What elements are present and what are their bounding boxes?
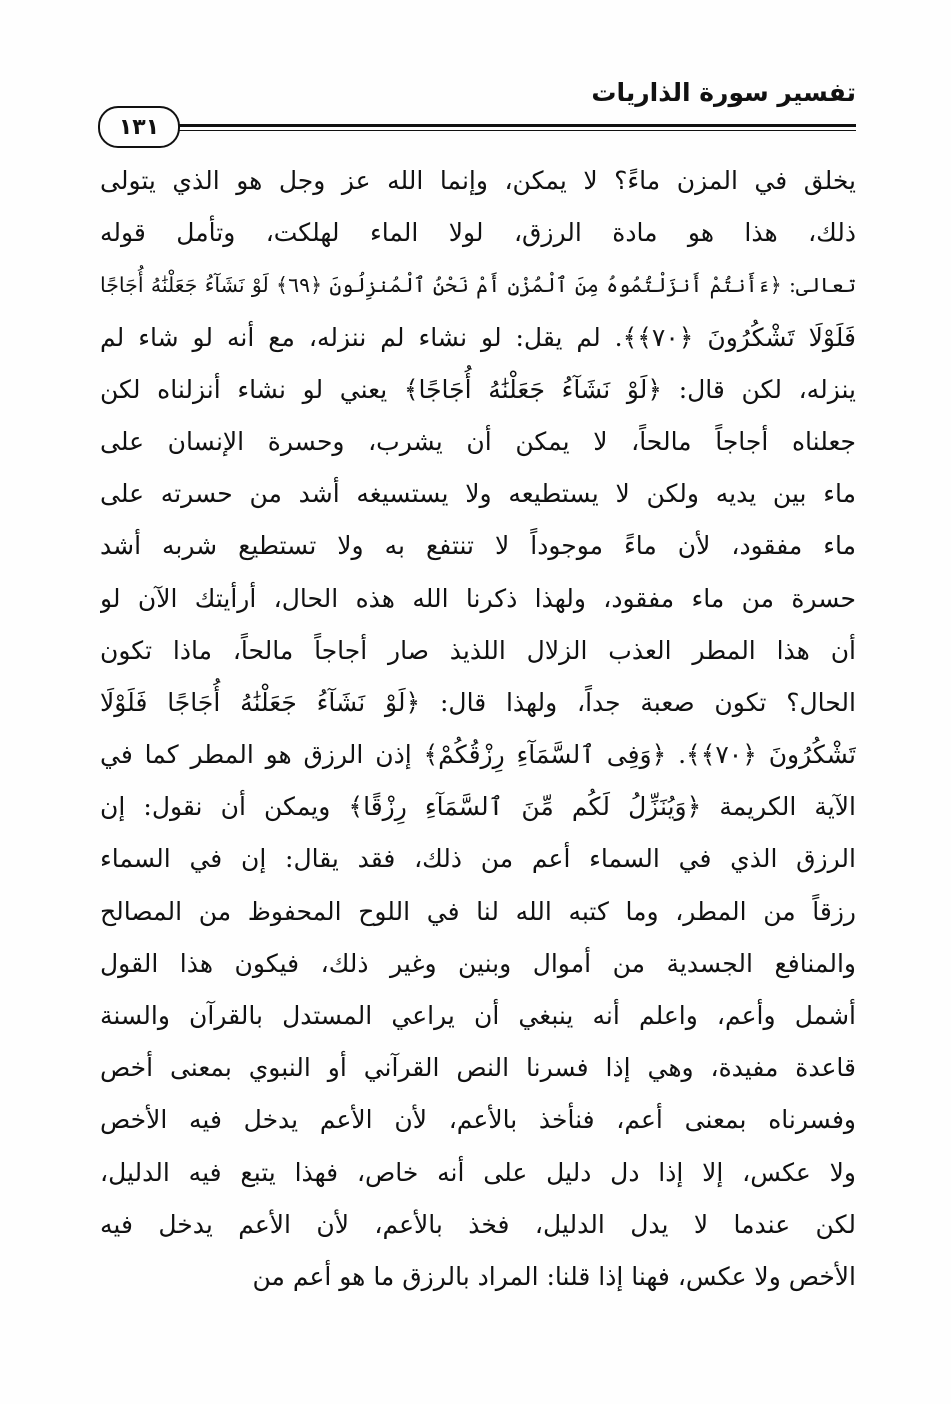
text-line: يخلق في المزن ماءً؟ لا يمكن، وإنما الله عز وجل هو الذي يتولى — [100, 166, 856, 195]
text-line: قاعدة مفيدة، وهي إذا فسرنا النص القرآني أو النبوي بمعنى أخص — [100, 1053, 856, 1083]
text-line: أشمل وأعم، واعلم أنه ينبغي أن يراعي المستدل بالقرآن والسنة — [100, 1001, 856, 1030]
text-line: رزقاً من المطر، وما كتبه الله لنا في اللوح المحفوظ من المصالح — [100, 896, 856, 926]
text-line: الأخص ولا عكس، فهنا إذا قلنا: المراد بالرزق ما هو أعم من — [252, 1261, 856, 1291]
text-line: جعلناه أجاجاً مالحاً، لا يمكن أن يشرب، وحسرة الإنسان على — [100, 426, 856, 456]
running-title: تفسير سورة الذاريات — [591, 78, 856, 107]
header-rule — [172, 124, 856, 127]
body-text — [100, 155, 856, 1303]
page-number-frame — [98, 106, 180, 148]
text-line: الرزق الذي في السماء أعم من ذلك، فقد يقال: إن في السماء — [100, 844, 856, 874]
text-line: تَشْكُرُونَ ﴿٧٠﴾﴾. ﴿وَفِى ٱلسَّمَآءِ رِزْقُكُمْ﴾ إذن الرزق هو المطر كما في — [100, 740, 856, 770]
text-line: الآية الكريمة ﴿وَيُنَزِّلُ لَكُم مِّنَ ٱلسَّمَآءِ رِزْقًا﴾ ويمكن أن نقول: إن — [100, 792, 856, 822]
text-line: ماء مفقود، لأن ماءً موجوداً لا تنتفع به ولا تستطيع شربه أشد — [100, 531, 856, 561]
text-line: وفسرناه بمعنى أعم، فنأخذ بالأعم، لأن الأعم يدخل فيه الأخص — [100, 1105, 856, 1135]
page-number: ١٣١ — [118, 114, 160, 140]
text-line: أن هذا المطر العذب الزلال اللذيذ صار أجاجاً مالحاً، ماذا تكون — [100, 635, 856, 665]
text-line: ذلك، هذا هو مادة الرزق، لولا الماء لهلكت، وتأمل قوله — [100, 218, 856, 248]
page-header — [98, 60, 856, 145]
text-line: حسرة من ماء مفقود، ولهذا ذكرنا الله هذه الحال، أرأيتك الآن لو — [100, 583, 856, 613]
text-line: لكن عندما لا يدل الدليل، فخذ بالأعم، لأن الأعم يدخل فيه — [100, 1209, 856, 1239]
text-line: ولا عكس، إلا إذا دل دليل على أنه خاص، فهذا يتبع فيه الدليل، — [100, 1157, 856, 1187]
text-line: ينزله، لكن قال: ﴿لَوْ نَشَآءُ جَعَلْنَٰهُ أُجَاجًا﴾ يعني لو نشاء أنزلناه لكن — [100, 374, 856, 404]
text-line: الحال؟ تكون صعبة جداً، ولهذا قال: ﴿لَوْ نَشَآءُ جَعَلْنَٰهُ أُجَاجًا فَلَوْلَا — [100, 687, 856, 717]
header-rule-thin — [172, 130, 856, 131]
text-line: فَلَوْلَا تَشْكُرُونَ ﴿٧٠﴾﴾. لم يقل: لو نشاء لم ننزله، مع أنه لو شاء لم — [100, 322, 856, 352]
text-line: والمنافع الجسدية من أموال وبنين وغير ذلك، فيكون هذا القول — [100, 948, 856, 978]
text-line: ماء بين يديه ولكن لا يستطيعه ولا يستسيغه أشد من حسرته على — [100, 479, 856, 509]
text-line: تعالى: ﴿ءَأَنتُمْ أَنزَلْتُمُوهُ مِنَ ٱلْمُزْنِ أَمْ نَحْنُ ٱلْمُنزِلُونَ ﴿٦٩﴾ لَوْ نَشَآءُ جَعَلْنَٰهُ أُجَاجًا — [100, 273, 856, 298]
